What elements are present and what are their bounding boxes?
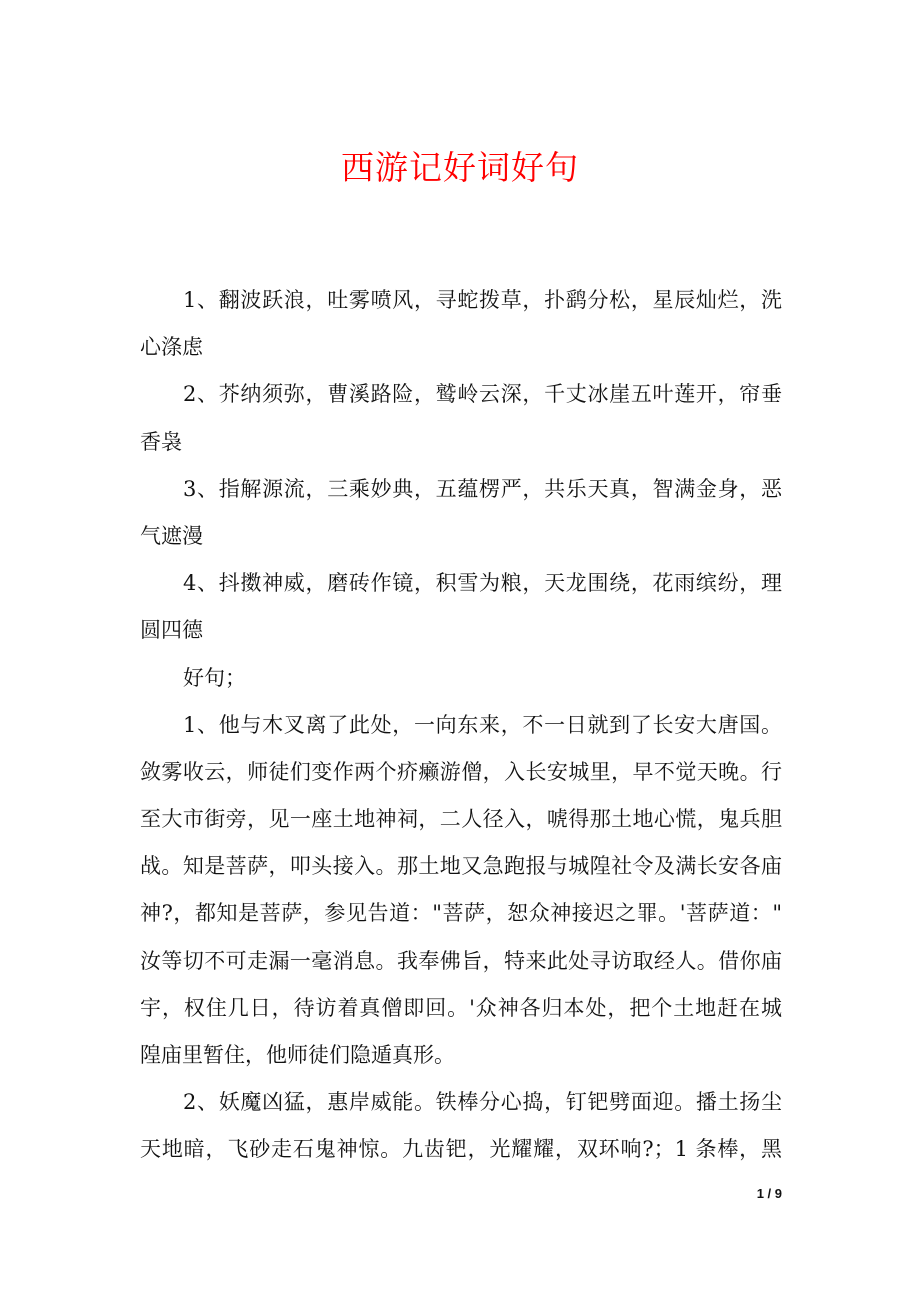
text-line: 1、翻波跃浪，吐雾喷风，寻蛇拨草，扑鹞分松，星辰灿烂，洗 <box>183 288 782 312</box>
text-line: 汝等切不可走漏一毫消息。我奉佛旨，特来此处寻访取经人。借你庙 <box>140 948 782 973</box>
text-line: 香袅 <box>140 429 182 454</box>
text-line: 隍庙里暂住，他师徒们隐遁真形。 <box>140 1043 455 1067</box>
text-line: 天地暗，飞砂走石鬼神惊。九齿钯，光耀耀，双环响?；1 条棒，黑 <box>140 1137 782 1162</box>
text-line: 战。知是菩萨，叩头接入。那土地又急跑报与城隍社令及满长安各庙 <box>140 854 782 879</box>
page-indicator: 1 / 9 <box>756 1186 782 1201</box>
text-line: 1、他与木叉离了此处，一向东来，不一日就到了长安大唐国。 <box>183 712 782 737</box>
text-line: 气遮漫 <box>140 523 203 548</box>
document-body <box>140 277 782 1174</box>
text-line: 宇，权住几日，待访着真僧即回。'众神各归本处，把个土地赶在城 <box>140 995 782 1020</box>
text-line: 心涤虑 <box>140 335 203 360</box>
text-line: 神?，都知是菩萨，参见告道："菩萨，恕众神接迟之罪。'菩萨道：" <box>140 901 782 926</box>
text-line: 圆四德 <box>140 618 203 643</box>
document-title: 西游记好词好句 <box>341 148 579 187</box>
text-line: 敛雾收云，师徒们变作两个疥癞游僧，入长安城里，早不觉天晚。行 <box>140 759 782 784</box>
text-line: 4、抖擞神威，磨砖作镜，积雪为粮，天龙围绕，花雨缤纷，理 <box>183 571 782 596</box>
text-line: 2、妖魔凶猛，惠岸威能。铁棒分心捣，钉钯劈面迎。播土扬尘 <box>183 1090 782 1115</box>
text-line: 至大市街旁，见一座土地神祠，二人径入，唬得那土地心慌，鬼兵胆 <box>140 807 782 832</box>
text-line: 好句； <box>183 665 246 690</box>
text-line: 3、指解源流，三乘妙典，五蕴楞严，共乐天真，智满金身，恶 <box>183 476 782 501</box>
text-line: 2、芥纳须弥，曹溪路险，鹫岭云深，千丈冰崖五叶莲开，帘垂 <box>183 382 782 407</box>
